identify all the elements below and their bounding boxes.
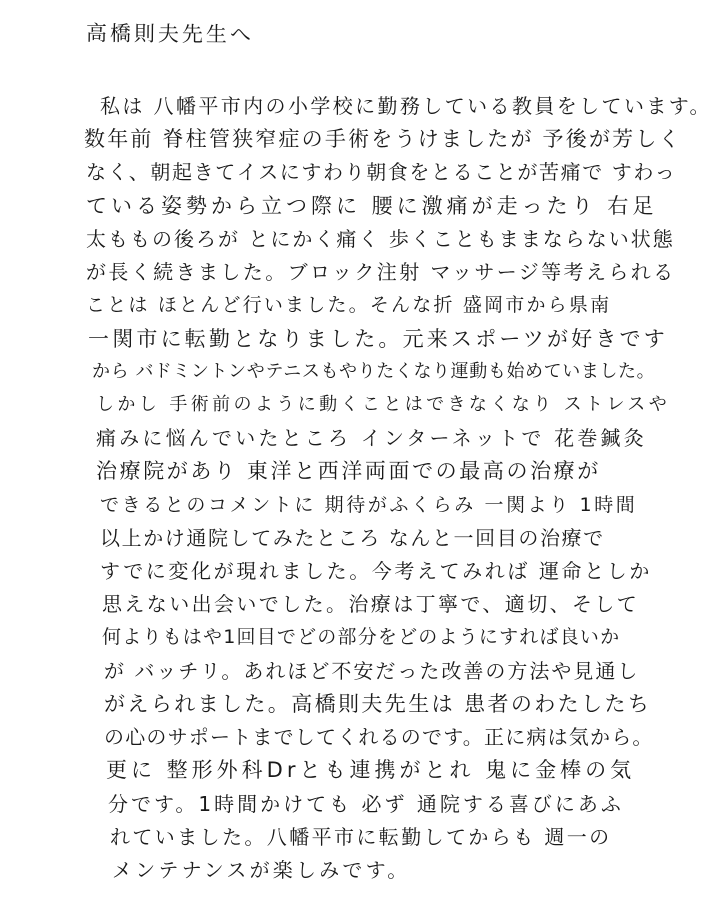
letter-line: がえられました。高橋則夫先生は 患者のわたしたち xyxy=(104,692,652,716)
letter-line: ている姿勢から立つ際に 腰に激痛が走ったり 右足 xyxy=(86,194,658,218)
letter-line: 思えない出会いでした。治療は丁寧で、適切、そして xyxy=(102,592,640,616)
letter-line: しかし 手術前のように動くことはできなくなり ストレスや xyxy=(96,394,671,415)
letter-line: できるとのコメントに 期待がふくらみ 一関より 1時間 xyxy=(100,494,638,516)
letter-line: 更に 整形外科Drとも連携がとれ 鬼に金棒の気 xyxy=(106,758,636,782)
letter-line: ことは ほとんど行いました。そんな折 盛岡市から県南 xyxy=(86,294,612,316)
letter-line: れていました。八幡平市に転勤してからも 週一の xyxy=(110,825,612,849)
letter-line: 何よりもはや1回目でどの部分をどのようにすれば良いか xyxy=(102,626,621,648)
letter-line: 治療院があり 東洋と西洋両面での最高の治療が xyxy=(96,459,601,483)
letter-salutation: 高橋則夫先生へ xyxy=(85,21,255,47)
letter-line: が長く続きました。ブロック注射 マッサージ等考えられる xyxy=(86,260,676,284)
letter-line: メンテナンスが楽しみです。 xyxy=(112,858,411,882)
letter-line: の心のサポートまでしてくれるのです。正に病は気から。 xyxy=(104,725,654,749)
letter-line: から バドミントンやテニスもやりたくなり運動も始めていました。 xyxy=(92,361,656,382)
letter-line: 以上かけ通院してみたところ なんと一回目の治療で xyxy=(100,526,605,550)
letter-line: が バッチリ。あれほど不安だった改善の方法や見通し xyxy=(104,659,640,683)
letter-line: 太ももの後ろが とにかく痛く 歩くこともままならない状態 xyxy=(86,227,675,251)
letter-line: 痛みに悩んでいたところ インターネットで 花巻鍼灸 xyxy=(96,426,647,450)
letter-line: なく、朝起きてイスにすわり朝食をとることが苦痛で すわっ xyxy=(86,160,677,184)
letter-line: 数年前 脊柱管狭窄症の手術をうけましたが 予後が芳しく xyxy=(84,127,682,151)
letter-line: 分です。1時間かけても 必ず 通院する喜びにあふ xyxy=(108,792,624,816)
letter-line: すでに変化が現れました。今考えてみれば 運命としか xyxy=(100,559,652,583)
letter-line: 私は 八幡平市内の小学校に勤務している教員をしています。 xyxy=(100,94,712,118)
letter-line: 一関市に転勤となりました。元来スポーツが好きです xyxy=(88,327,668,351)
